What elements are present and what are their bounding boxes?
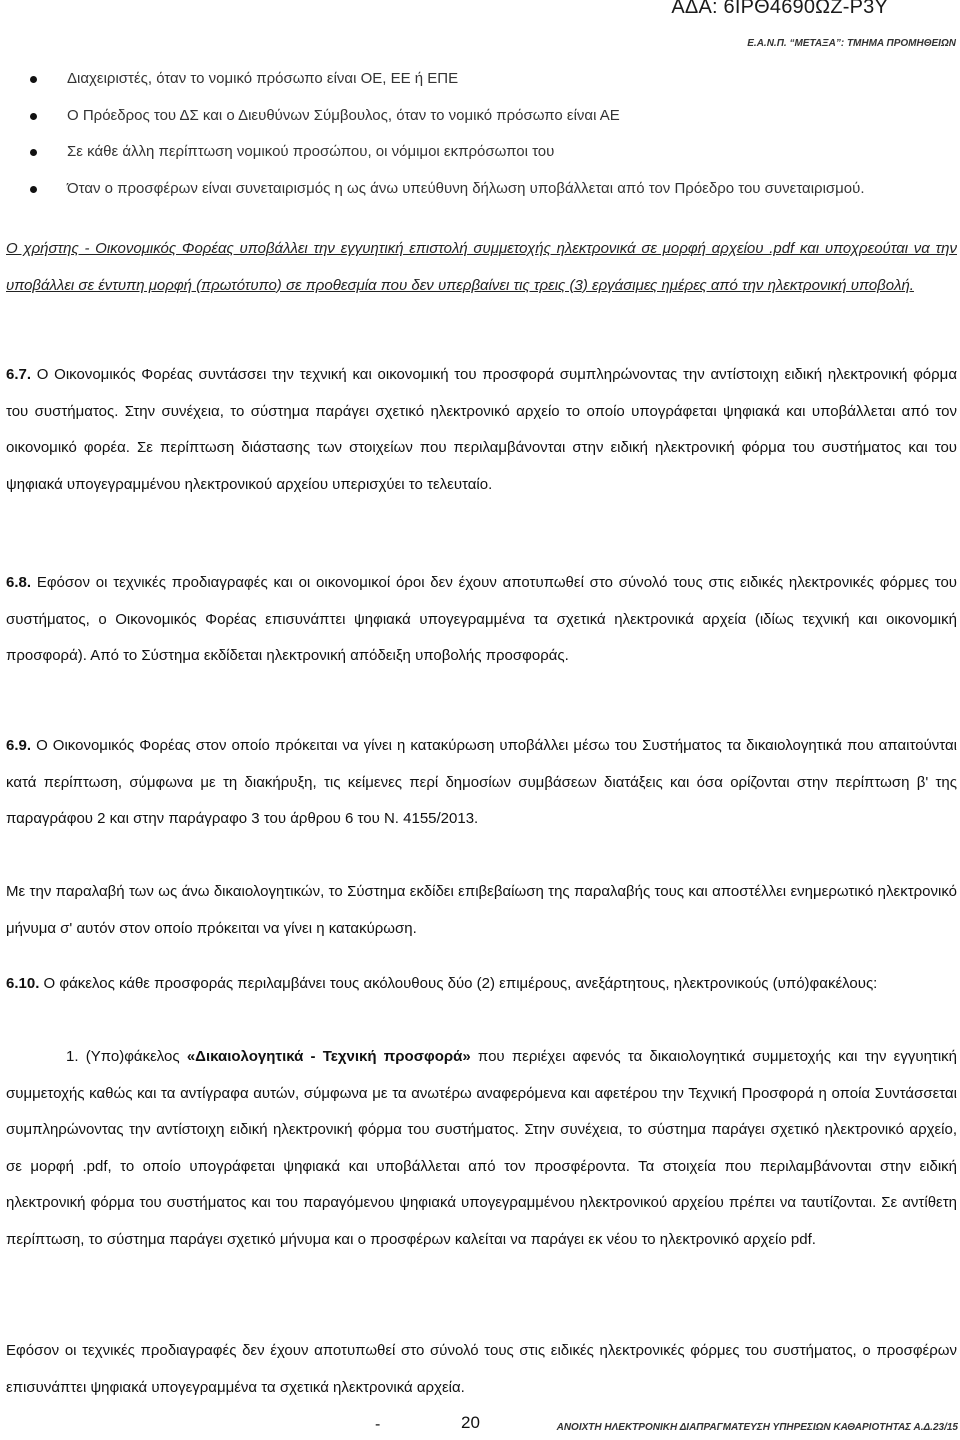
department-header: Ε.Α.Ν.Π. “ΜΕΤΑΞΑ”: ΤΜΗΜΑ ΠΡΟΜΗΘΕΙΩΝ [747,38,956,49]
bullet-icon [30,149,37,156]
list-item [0,61,957,98]
section-text: Ο Οικονομικός Φορέας συντάσσει την τεχνική και οικονομική του προσφορά συμπληρώνοντας την αντίστοιχη ειδική ηλεκτρονική φόρμα του συστήματος. Στην συνέχεια, το σύστημα παράγει σχετικό ηλεκτρονικό αρχείο το οποίο υπογράφεται ψηφιακά και υποβάλλεται από τον οικονομικό φορέα. Σε περίπτωση διάστασης των στοιχείων που περιλαμβάνονται στην ειδική ηλεκτρονική φόρμα του συστήματος και του ψηφιακά υπογεγραμμένου ηλεκτρονικού αρχείου υπερισχύει το τελευταίο. [6,366,957,493]
section-6-9 [6,728,957,838]
list-item [0,98,957,135]
list-item-text: Σε κάθε άλλη περίπτωση νομικού προσώπου, οι νόμιμοι εκπρόσωποι του [67,143,555,160]
section-number: 6.10. [6,975,40,992]
list-item-text: Όταν ο προσφέρων είναι συνεταιρισμός η ως άνω υπεύθυνη δήλωση υποβάλλεται από τον Πρόεδρο του συνεταιρισμού. [67,179,865,197]
representatives-list [0,61,957,207]
section-text: Ο Οικονομικός Φορέας στον οποίο πρόκειται να γίνει η κατακύρωση υποβάλλει μέσω του Συστήματος τα δικαιολογητικά που απαιτούνται κατά περίπτωση, σύμφωνα με τη διακήρυξη, τις κείμενες περί δημοσίων συμβάσεων διατάξεις και όσα ορίζονται στην περίπτωση β' της παραγράφου 2 και στην παράγραφο 3 του άρθρου 6 του Ν. 4155/2013. [6,737,957,827]
page-number: 20 [461,1413,480,1432]
subfolder-text: που περιέχει αφενός τα δικαιολογητικά συμμετοχής και την εγγυητική συμμετοχής καθώς και τα αντίγραφα αυτών, σύμφωνα με τα ανωτέρω αναφερόμενα και αφετέρου την Τεχνική Προσφορά η οποία Συντάσσεται συμπληρώνοντας την αντίστοιχη ειδική ηλεκτρονική φόρμα του συστήματος. Στην συνέχεια, το σύστημα παράγει σχετικό ηλεκτρονικό αρχείο, σε μορφή .pdf, το οποίο υπογράφεται ψηφιακά και υποβάλλεται από τον προσφέροντα. Τα στοιχεία που περιλαμβάνονται στην ειδική ηλεκτρονική φόρμα του συστήματος και του παραγόμενου ψηφιακά υπογεγραμμένου ηλεκτρονικού αρχείου πρέπει να ταυτίζονται. Σε αντίθετη περίπτωση, το σύστημα παράγει σχετικό μήνυμα και ο προσφέρων καλείται να παράγει εκ νέου το ηλεκτρονικό αρχείο pdf. [6,1048,958,1248]
final-paragraph: Εφόσον οι τεχνικές προδιαγραφές δεν έχουν αποτυπωθεί στο σύνολό τους στις ειδικές ηλεκτρονικές φόρμες του συστήματος, ο προσφέρων επισυνάπτει ψηφιακά υπογεγραμμένα τα σχετικά ηλεκτρονικά αρχεία. [6,1342,957,1396]
subfolder-1-paragraph [6,1039,957,1258]
bullet-icon [30,186,37,193]
list-item-text: Διαχειριστές, όταν το νομικό πρόσωπο είναι ΟΕ, ΕΕ ή ΕΠΕ [67,70,459,87]
receipt-paragraph: Με την παραλαβή των ως άνω δικαιολογητικών, το Σύστημα εκδίδει επιβεβαίωση της παραλαβής τους και αποστέλλει ενημερωτικό ηλεκτρονικό μήνυμα σ' αυτόν στον οποίο πρόκειται να γίνει η κατακύρωση. [6,883,957,937]
list-item [0,171,957,208]
section-6-10 [6,966,957,1003]
section-number: 6.7. [6,366,32,383]
section-6-7 [6,357,957,503]
guarantee-paragraph: Ο χρήστης - Οικονομικός Φορέας υποβάλλει την εγγυητική επιστολή συμμετοχής ηλεκτρονικά σε μορφή αρχείου .pdf και υποχρεούται να την υποβάλλει σε έντυπη μορφή (πρωτότυπο) σε προθεσμία που δεν υπερβαίνει τις τρεις (3) εργάσιμες ημέρες από την ηλεκτρονική υποβολή. [6,240,957,294]
list-item [0,134,957,171]
section-number: 6.9. [6,737,32,754]
section-text: Ο φάκελος κάθε προσφοράς περιλαμβάνει τους ακόλουθους δύο (2) επιμέρους, ανεξάρτητους, ηλεκτρονικούς (υπό)φακέλους: [39,975,878,992]
bullet-icon [30,113,37,120]
subfolder-title: «Δικαιολογητικά - Τεχνική προσφορά» [186,1048,471,1065]
subfolder-lead: 1. (Υπο)φάκελος [66,1048,187,1065]
section-text: Εφόσον οι τεχνικές προδιαγραφές και οι οικονομικοί όροι δεν έχουν αποτυπωθεί στο σύνολό τους στις ειδικές ηλεκτρονικές φόρμες του συστήματος, ο Οικονομικός Φορέας επισυνάπτει ψηφιακά υπογεγραμμένα τα σχετικά ηλεκτρονικά αρχεία (ιδίως τεχνική και οικονομική προσφορά). Από το Σύστημα εκδίδεται ηλεκτρονική απόδειξη υποβολής προσφοράς. [6,574,957,664]
footer-title: ΑΝΟΙΧΤΗ ΗΛΕΚΤΡΟΝΙΚΗ ΔΙΑΠΡΑΓΜΑΤΕΥΣΗ ΥΠΗΡΕΣΙΩΝ ΚΑΘΑΡΙΟΤΗΤΑΣ Α.Δ.23/15 [556,1422,958,1433]
ada-code: ΑΔΑ: 6ΙΡΘ4690ΩΖ-Ρ3Υ [671,0,888,18]
list-item-text: Ο Πρόεδρος του ΔΣ και ο Διευθύνων Σύμβουλος, όταν το νομικό πρόσωπο είναι ΑΕ [67,106,620,124]
footer-dash: - [375,1416,381,1433]
section-number: 6.8. [6,574,32,591]
bullet-icon [30,76,37,83]
section-6-8 [6,565,957,675]
